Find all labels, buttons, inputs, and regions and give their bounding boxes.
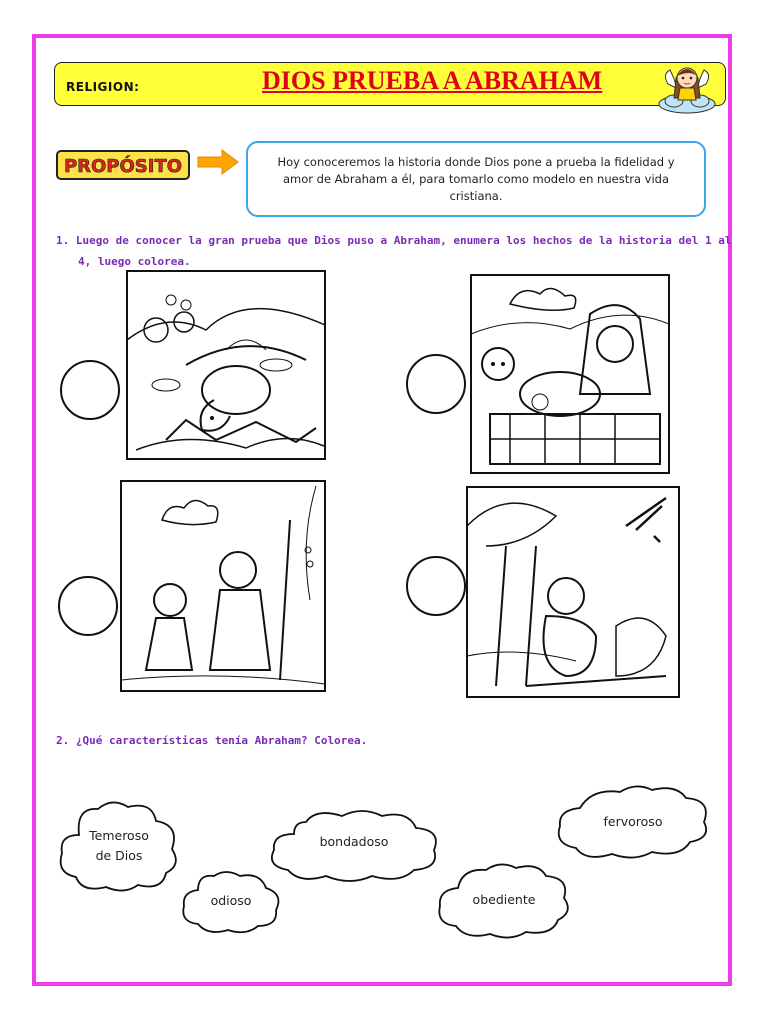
order-circle-1[interactable] (60, 360, 120, 420)
trait-temeroso-label: Temeroso de Dios (89, 828, 149, 863)
page-title: DIOS PRUEBA A ABRAHAM (262, 66, 603, 95)
proposito-label: PROPÓSITO (63, 156, 183, 177)
order-circle-2[interactable] (406, 354, 466, 414)
question-1 (56, 230, 732, 272)
question-1-line1: 1. Luego de conocer la gran prueba que Dios puso a Abraham, enumera los hechos de la historia del 1 al (56, 234, 732, 247)
scene-lamb-in-bush (126, 270, 326, 460)
trait-odioso-label: odioso (210, 893, 252, 908)
question-1-line2: 4, luego colorea. (78, 255, 191, 268)
angel-girl-icon (654, 54, 720, 114)
arrow-right-icon (196, 148, 240, 176)
scene-altar-lamb (470, 274, 670, 474)
scene-abraham-praying (466, 486, 680, 698)
purpose-box (246, 141, 706, 217)
scene-walking-to-mountain (120, 480, 326, 692)
purpose-text: Hoy conoceremos la historia donde Dios pone a prueba la fidelidad y amor de Abraham a él, para tomarlo como modelo en nuestra vida cristiana. (277, 154, 675, 203)
order-circle-3[interactable] (58, 576, 118, 636)
trait-fervoroso-label: fervoroso (603, 814, 663, 829)
proposito-badge (56, 148, 190, 182)
trait-bondadoso-label: bondadoso (319, 834, 389, 849)
question-2: 2. ¿Qué características tenía Abraham? Colorea. (56, 734, 368, 747)
order-circle-4[interactable] (406, 556, 466, 616)
subject-label: RELIGION: (66, 80, 140, 94)
trait-obediente-label: obediente (472, 892, 536, 907)
